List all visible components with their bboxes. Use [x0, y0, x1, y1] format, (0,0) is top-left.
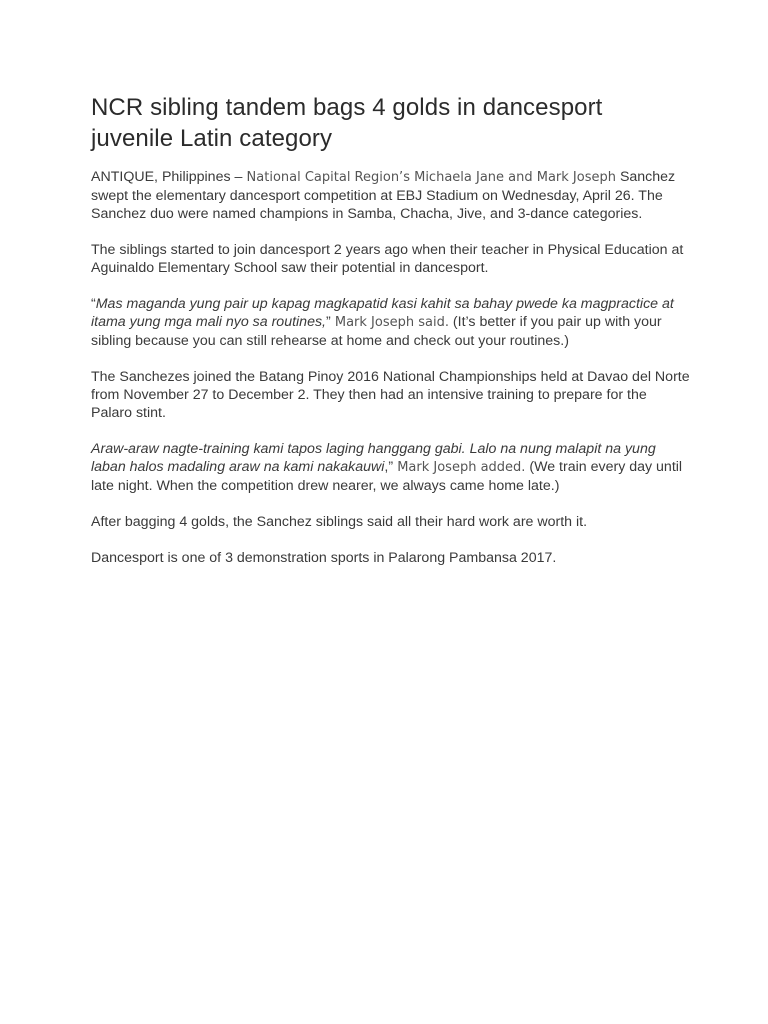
paragraph-2: The siblings started to join dancesport 2 years ago when their teacher in Physical Education at Aguinaldo Elementary School saw their potential in dancesport. — [91, 242, 684, 276]
attribution: Mark Joseph added. — [393, 460, 526, 475]
close-quote: ,” — [384, 459, 394, 475]
paragraph-7: Dancesport is one of 3 demonstration sports in Palarong Pambansa 2017. — [91, 550, 557, 566]
paragraph-4: The Sanchezes joined the Batang Pinoy 2016 National Championships held at Davao del Norte from November 27 to December 2. They then had an intensive training to prepare for the Palaro stint. — [91, 369, 690, 421]
paragraph-5 — [91, 440, 691, 495]
close-quote: ” — [326, 314, 331, 330]
paragraph-3 — [91, 295, 691, 350]
paragraph-1 — [91, 168, 691, 223]
article-body — [91, 168, 691, 567]
document-page — [91, 92, 691, 585]
tagalog-quote: Mas maganda yung pair up kapag magkapatid kasi kahit sa bahay pwede ka magpractice at itama yung mga mali nyo sa routines, — [91, 296, 674, 330]
translation: (It’s better if you pair up with your sibling because you can still rehearse at home and check out your routines.) — [91, 314, 662, 349]
tagalog-quote: Araw-araw nagte-training kami tapos laging hanggang gabi. Lalo na nung malapit na yung laban halos madaling araw na kami nakakauwi — [91, 441, 656, 475]
article-title: NCR sibling tandem bags 4 golds in dancesport juvenile Latin category — [91, 94, 603, 152]
attribution: Mark Joseph said. — [330, 315, 449, 330]
dateline: ANTIQUE, Philippines – — [91, 169, 243, 185]
paragraph-1-text: Sanchez swept the elementary dancesport competition at EBJ Stadium on Wednesday, April 26. The Sanchez duo were named champions in Samba, Chacha, Jive, and 3-dance categories. — [91, 169, 676, 222]
open-quote: “ — [91, 296, 96, 312]
translation: (We train every day until late night. When the competition drew nearer, we always came home late.) — [91, 459, 683, 494]
paragraph-6: After bagging 4 golds, the Sanchez siblings said all their hard work are worth it. — [91, 514, 588, 530]
lead-in-text: National Capital Region’s Michaela Jane and Mark Joseph — [242, 170, 616, 185]
